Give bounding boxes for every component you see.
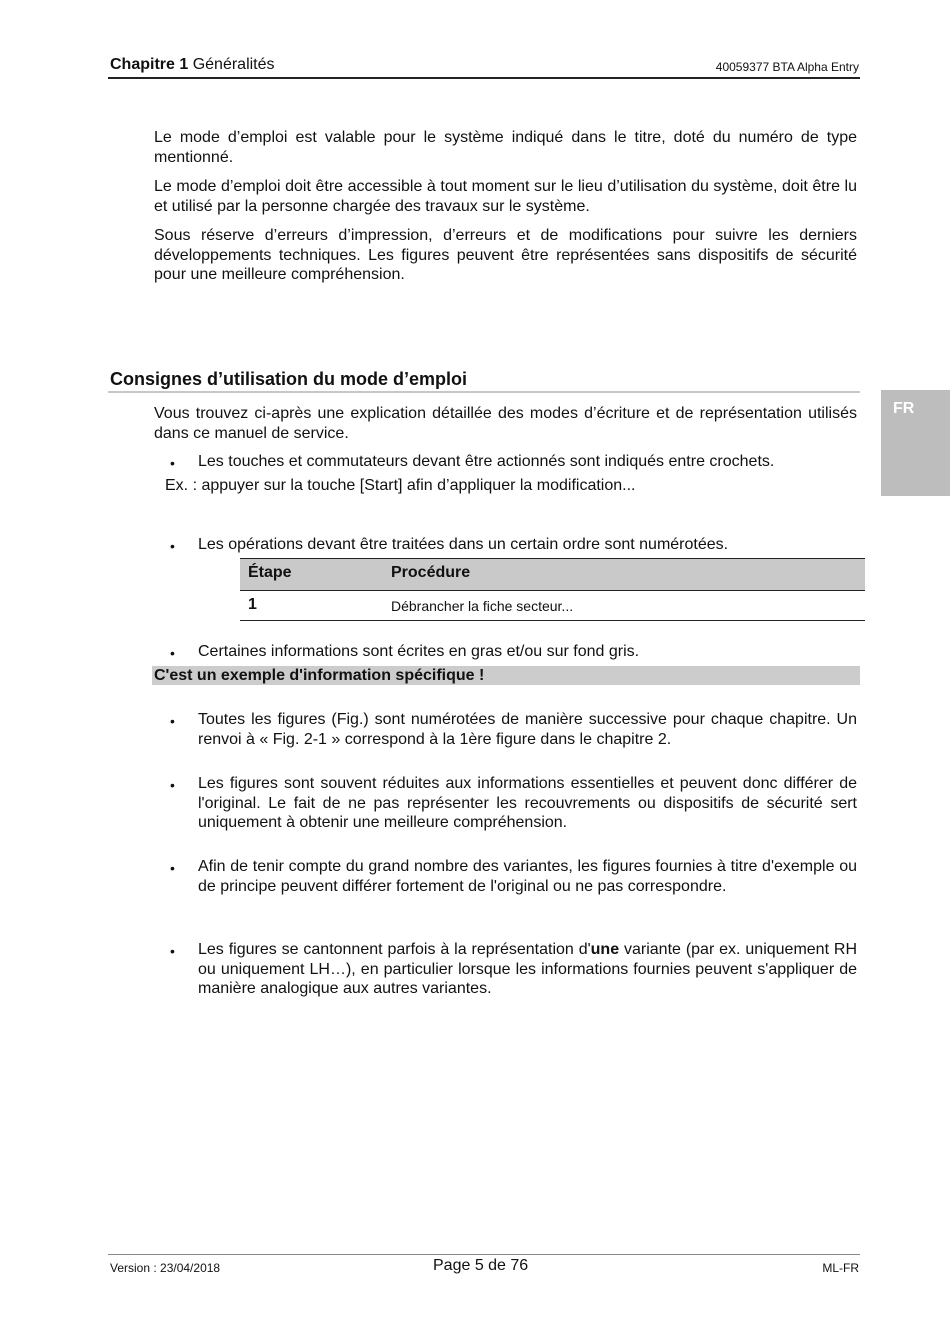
footer-page-number: Page 5 de 76 bbox=[433, 1257, 529, 1274]
bullet-marker: • bbox=[170, 713, 175, 729]
bullet-keys: Les touches et commutateurs devant être actionnés sont indiqués entre crochets. bbox=[198, 453, 775, 470]
header-divider bbox=[108, 77, 860, 79]
bullet-figures-reduced: Les figures sont souvent réduites aux informations essentielles et peuvent donc différer de l'original. Le fait de ne pas représenter les recouvrements ou dispositifs de sécurité sert uniquement à obtenir une meilleure compréhension. bbox=[198, 775, 857, 831]
header-doc-ref: 40059377 BTA Alpha Entry bbox=[715, 60, 859, 74]
intro-paragraph-2: Le mode d’emploi doit être accessible à tout moment sur le lieu d’utilisation du système, doit être lu et utilisé par la personne chargée des travaux sur le système. bbox=[154, 178, 857, 215]
highlight-text: C'est un exemple d'information spécifique ! bbox=[154, 667, 485, 684]
table-cell-procedure: Débrancher la fiche secteur... bbox=[391, 598, 574, 614]
one-variant-text-after: variante (par ex. uniquement RH ou uniquement LH…), en particulier lorsque les informations fournies peuvent s'appliquer de manière analogique aux autres variantes. bbox=[198, 941, 858, 997]
bullet-figures-numbered: Toutes les figures (Fig.) sont numérotées de manière successive pour chaque chapitre. Un renvoi à « Fig. 2-1 » correspond à la 1ère figure dans le chapitre 2. bbox=[198, 711, 857, 748]
bullet-marker: • bbox=[170, 455, 175, 471]
footer-lang-code: ML-FR bbox=[822, 1261, 859, 1275]
intro-paragraph-3: Sous réserve d’erreurs d’impression, d’erreurs et de modifications pour suivre les derniers développements techniques. Les figures peuvent être représentées sans dispositifs de sécurité pour une meilleure compréhension. bbox=[154, 227, 857, 283]
bullet-bold-info: Certaines informations sont écrites en gras et/ou sur fond gris. bbox=[198, 643, 640, 660]
section-intro: Vous trouvez ci-après une explication détaillée des modes d’écriture et de représentation utilisés dans ce manuel de service. bbox=[154, 405, 857, 442]
one-variant-bold: une bbox=[590, 941, 620, 958]
bullet-ordered: Les opérations devant être traitées dans un certain ordre sont numérotées. bbox=[198, 536, 729, 553]
table-row bbox=[240, 591, 865, 621]
chapter-label: Chapitre 1 bbox=[110, 56, 189, 73]
section-heading: Consignes d’utilisation du mode d’emploi bbox=[110, 369, 468, 389]
highlight-box bbox=[152, 666, 860, 685]
table-header-row bbox=[240, 558, 865, 591]
bullet-marker: • bbox=[170, 943, 175, 959]
one-variant-text-before: Les figures se cantonnent parfois à la représentation d' bbox=[198, 941, 591, 958]
header-chapter bbox=[110, 56, 275, 74]
bullet-marker: • bbox=[170, 538, 175, 554]
table-header-step: Étape bbox=[248, 564, 292, 581]
bullet-marker: • bbox=[170, 777, 175, 793]
table-cell-step: 1 bbox=[248, 596, 257, 613]
bullet-variants: Afin de tenir compte du grand nombre des variantes, les figures fournies à titre d'exemple ou de principe peuvent différer fortement de l'original ou ne pas correspondre. bbox=[198, 858, 857, 895]
bullet-marker: • bbox=[170, 860, 175, 876]
section-divider bbox=[108, 391, 860, 393]
footer-divider bbox=[108, 1254, 860, 1255]
chapter-title: Généralités bbox=[192, 56, 275, 73]
intro-paragraph-1: Le mode d’emploi est valable pour le système indiqué dans le titre, doté du numéro de type mentionné. bbox=[154, 129, 857, 166]
footer-version: Version : 23/04/2018 bbox=[110, 1261, 221, 1275]
language-tab bbox=[881, 390, 950, 496]
bullet-one-variant bbox=[198, 940, 857, 999]
language-tab-label: FR bbox=[893, 400, 915, 417]
table-header-procedure: Procédure bbox=[391, 564, 471, 581]
example-line: Ex. : appuyer sur la touche [Start] afin d’appliquer la modification... bbox=[165, 477, 636, 494]
bullet-marker: • bbox=[170, 645, 175, 661]
